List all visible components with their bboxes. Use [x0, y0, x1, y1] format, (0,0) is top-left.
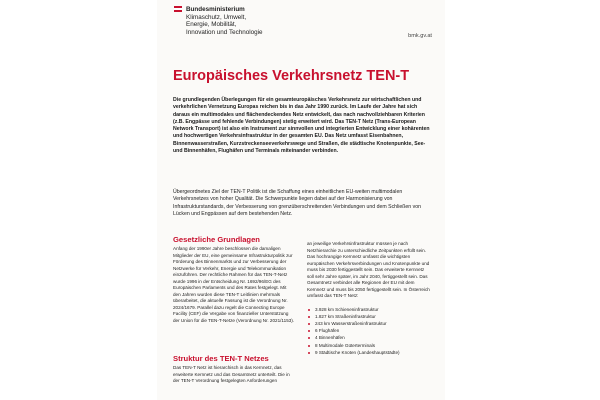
ministry-name-line: Klimaschutz, Umwelt,	[186, 13, 247, 21]
page-header	[174, 6, 432, 46]
list-item: 8 Multimodale Güterterminals	[307, 342, 431, 349]
document-page	[157, 0, 445, 400]
ministry-name-line: Energie, Mobilität,	[186, 21, 237, 29]
section-legal-basis	[173, 235, 295, 324]
section-text: Anfang der 1990er Jahre beschlossen die damaligen Mitglieder der EU, eine gemeinsame Infrastrukturpolitik zur Förderung des Binnenmarkts und zur Verbesserung der Netzwerke für Verkehr, Energie und Telekommunikation einzuführen. Der rechtliche Rahmen für das TEN-T-Netz wurde 1996 in der Entscheidung Nr. 1692/96/EG des Europäischen Parlaments und des Rates festgelegt. Mit den Jahren wurden diese TEN-T Leitlinien mehrmals überarbeitet, die aktuelle Fassung ist die Verordnung Nr. 2024/1679. Parallel dazu regelt die Connecting Europe Facility (CEF) die Vergabe von finanzieller Unterstützung der Union für die TEN-T-Netze (Verordnung Nr. 2021/1153).	[173, 246, 295, 323]
list-item: 4 Binnenhäfen	[307, 334, 431, 341]
intro-paragraph: Übergeordnetes Ziel der TEN-T Politik ist die Schaffung eines einheitlichen EU-weiten multimodalen Verkehrsnetzes von hoher Qualität. Die Schwerpunkte liegen dabei auf der Harmonisierung von Infrastrukturstandards, der Verbesserung von grenzüberschreitenden Verbindungen und dem Schließen von Lücken und Engpässen auf dem bestehenden Netz.	[173, 189, 422, 217]
austrian-flag-icon	[174, 6, 182, 12]
ministry-name	[186, 6, 366, 36]
list-item: 6 Flughäfen	[307, 327, 431, 334]
ministry-name-line: Innovation und Technologie	[186, 28, 263, 36]
section-heading: Gesetzliche Grundlagen	[173, 235, 260, 244]
section-heading: Struktur des TEN-T Netzes	[173, 354, 269, 363]
list-item: 243 km Wasserstraßeninfrastruktur	[307, 320, 431, 327]
list-item: 3.928 km Schieneninfrastruktur	[307, 306, 431, 313]
ministry-name-line: Bundesministerium	[186, 6, 245, 13]
section-network-structure	[173, 354, 295, 385]
right-column	[307, 241, 431, 356]
section-text: Das TEN-T Netz ist hierarchisch in das Kernnetz, das erweiterte Kernnetz und das Gesamtnetz unterteilt. Die in der TEN-T Verordnung festgelegten Anforderungen	[173, 365, 290, 383]
list-item: 1.827 km Straßeninfrastruktur	[307, 313, 431, 320]
list-item: 9 Städtische Knoten (Landeshauptstädte)	[307, 349, 431, 356]
website-url: bmk.gv.at	[408, 33, 432, 39]
right-column-text: an jeweilige Verkehrsinfrastruktur müssen je nach Netzhierarchie zu unterschiedliche Zeitpunkten erfüllt sein. Das hochrangige Kernnetz umfasst die wichtigsten europäischen Verkehrsverbindungen und Knotenpunkte und muss bis 2030 fertiggestellt sein. Das erweiterte Kernnetz soll sehr Jahre später, im Jahr 2040, fertiggestellt sein. Das Gesamtnetz verbindet alle Regionen der EU mit dem Kernnetz und muss bis 2050 fertiggestellt sein. In Österreich umfasst das TEN-T Netz:	[307, 241, 430, 298]
austria-network-facts	[307, 306, 431, 356]
intro-bold-paragraph: Die grundlegenden Überlegungen für ein gesamteuropäisches Verkehrsnetz zur wirtschaftlichen und verkehrlichen Vernetzung Europas reichen bis in das Jahr 1990 zurück. Im Laufe der Jahre hat sich daraus ein multimodales und flächendeckendes Netz entwickelt, das nach nachvollziehbaren Kriterien (z.B. Engpässe und fehlende Verbindungen) stetig erweitert wird. Das TEN-T Netz (Trans-European Network Transport) ist also ein Instrument zur sinnvollen und integrierten Entwicklung einer kohärenten und hochwertigen Verkehrsinfrastruktur in der gesamten EU. Das Netz umfasst Eisenbahnen, Binnenwasserstraßen, Kurzstreckenseeverkehrswege und Straßen, die städtische Knotenpunkte, See- und Binnenhäfen, Flughäfen und Terminals miteinander verbinden.	[173, 97, 430, 155]
page-title: Europäisches Verkehrsnetz TEN-T	[173, 68, 410, 84]
